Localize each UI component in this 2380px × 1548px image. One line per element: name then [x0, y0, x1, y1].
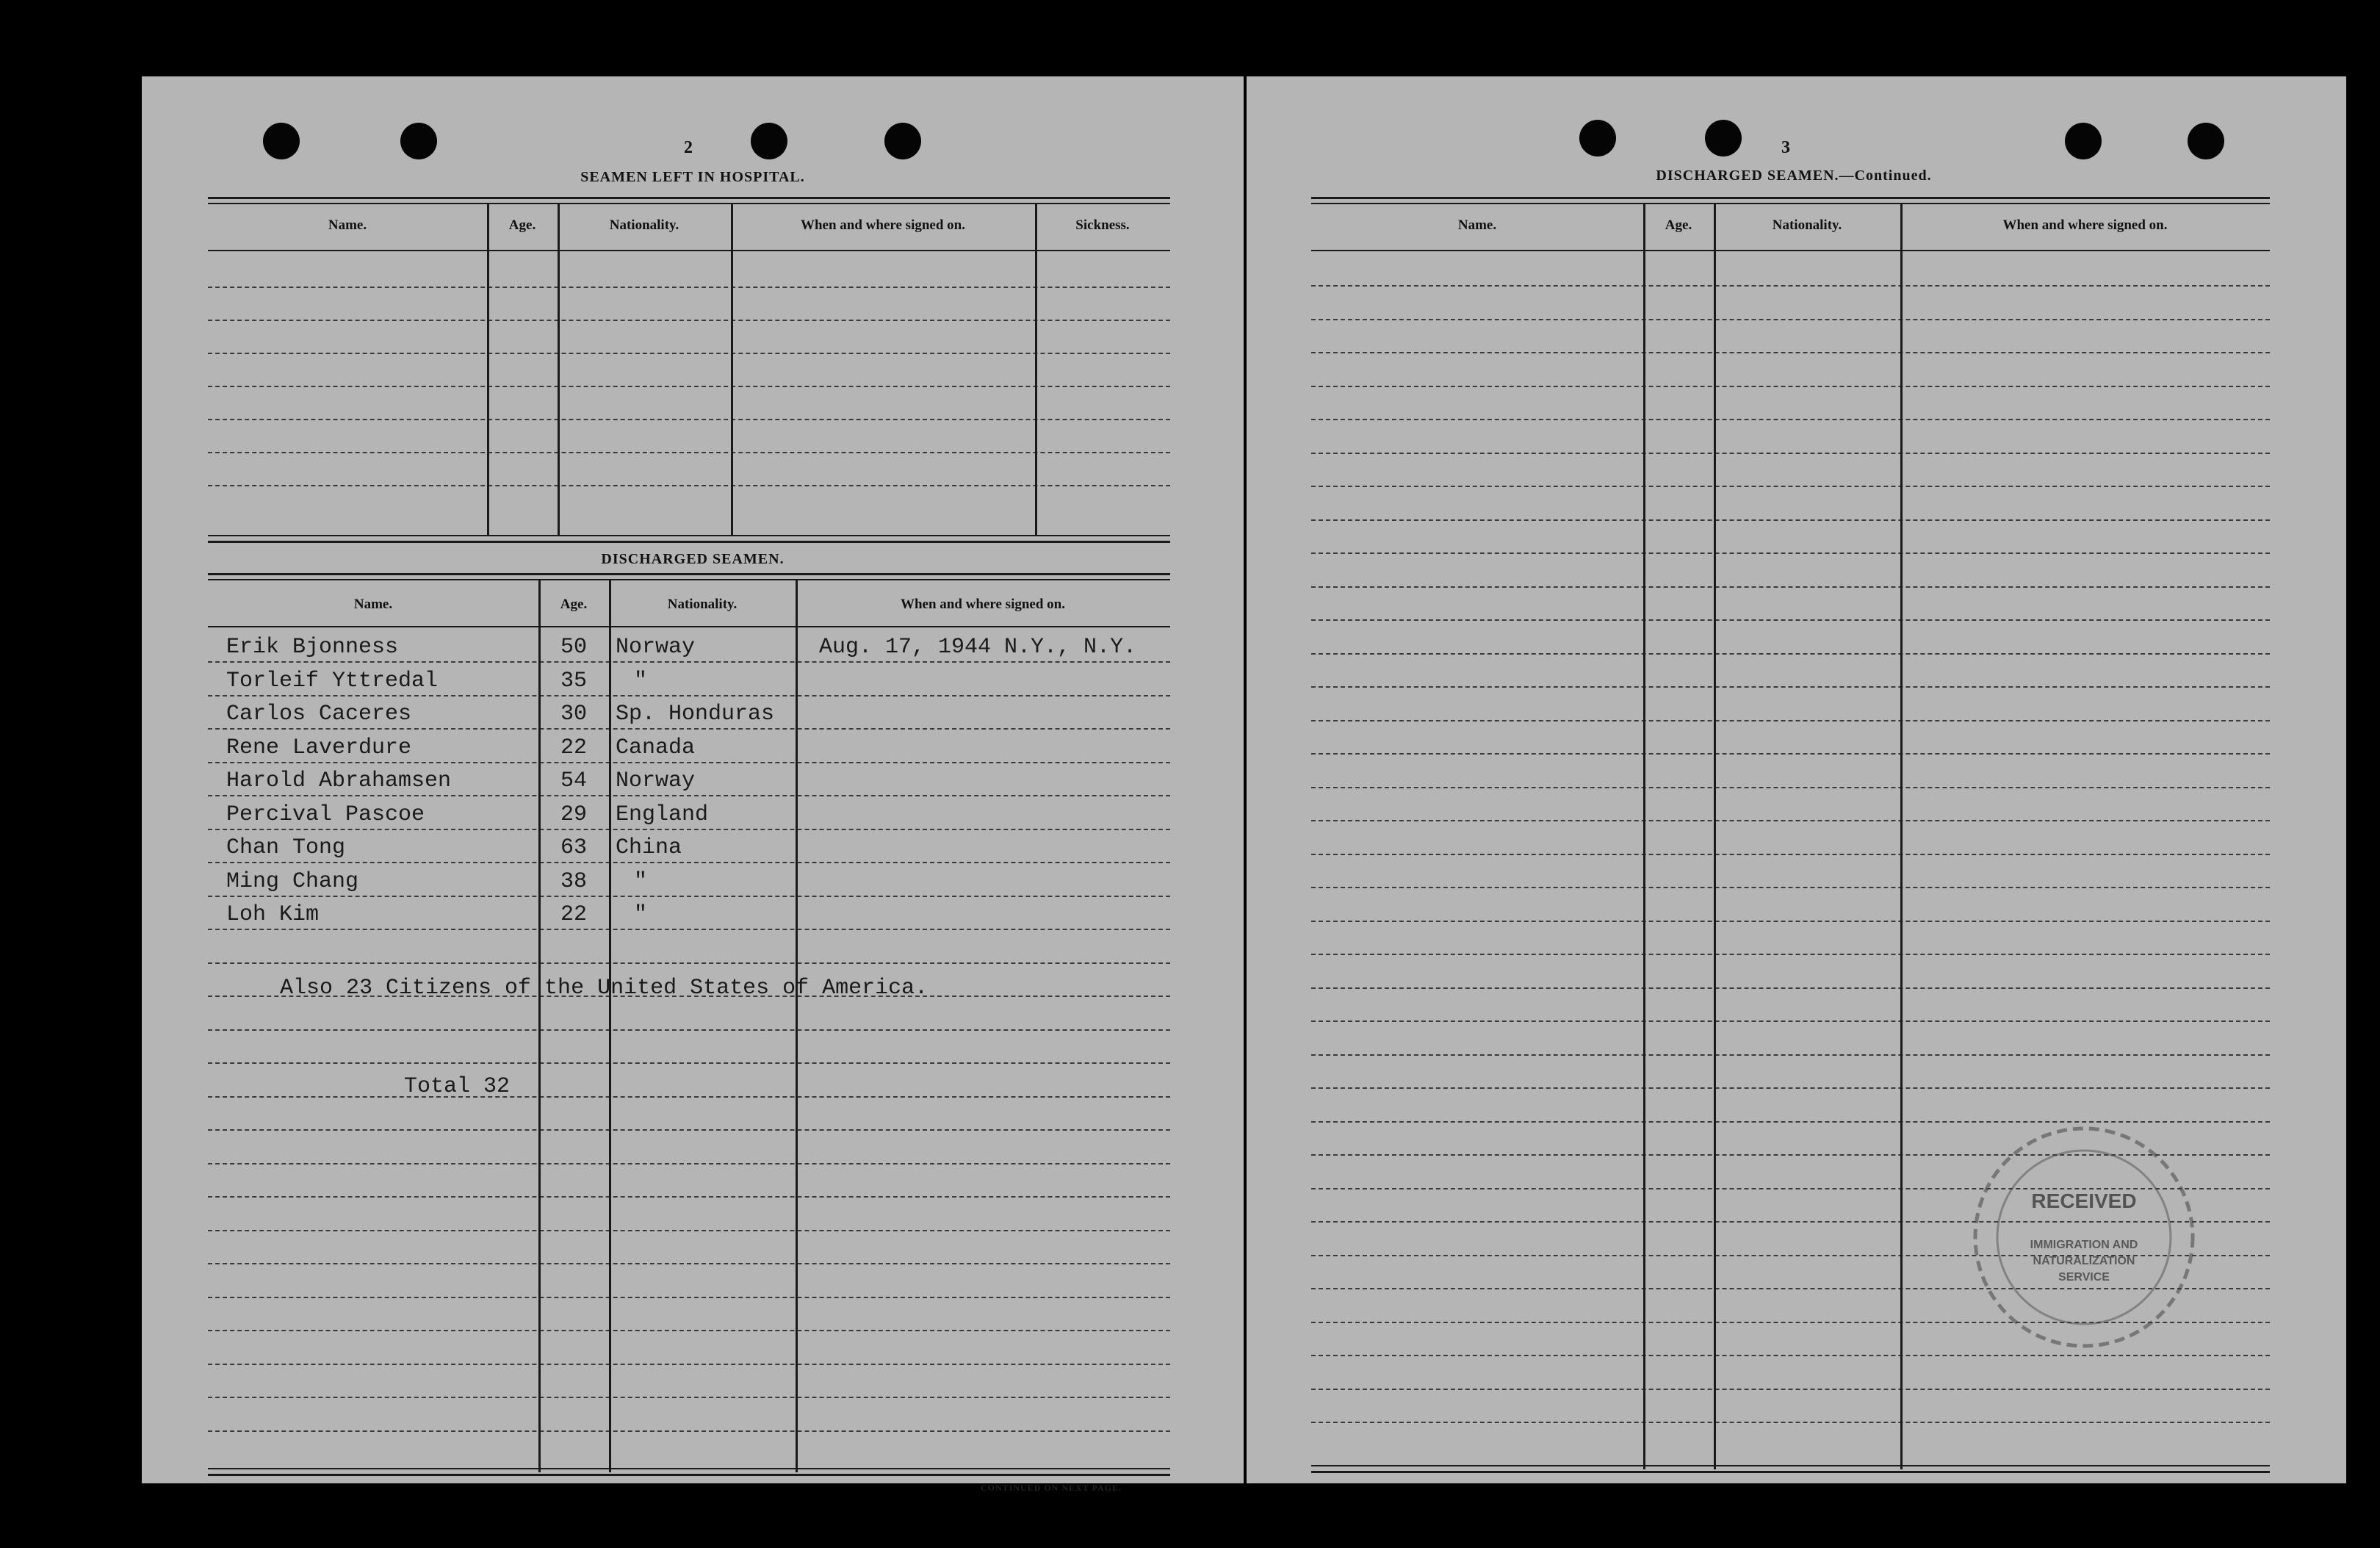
row-line — [208, 829, 1170, 830]
table-rule — [208, 250, 1170, 251]
seaman-nationality: England — [616, 802, 709, 827]
seaman-name: Loh Kim — [226, 902, 320, 927]
table-rule — [1311, 250, 2270, 251]
row-line — [1311, 921, 2270, 922]
table-rule — [208, 197, 1170, 199]
column-header: Name. — [1457, 217, 1497, 233]
table-rule — [208, 203, 1170, 204]
seaman-age: 50 — [560, 635, 588, 660]
row-line — [1311, 552, 2270, 554]
row-line — [208, 695, 1170, 696]
discharged-continued-title: DISCHARGED SEAMEN.—Continued. — [1656, 168, 1932, 184]
punch-hole — [2065, 123, 2102, 159]
row-line — [208, 1397, 1170, 1398]
row-line — [1311, 285, 2270, 287]
row-line — [1311, 653, 2270, 655]
column-header: Age. — [1665, 217, 1692, 233]
row-line — [208, 1096, 1170, 1098]
row-line — [1311, 1355, 2270, 1356]
punch-hole — [2188, 123, 2224, 159]
row-line — [208, 1330, 1170, 1331]
column-header: Name. — [353, 597, 393, 612]
stamp-line: IMMIGRATION AND — [2030, 1239, 2138, 1251]
column-header: When and where signed on. — [800, 217, 965, 233]
seaman-name: Rene Laverdure — [226, 735, 412, 760]
row-line — [1311, 419, 2270, 420]
row-line — [208, 728, 1170, 730]
row-line — [1311, 1020, 2270, 1022]
row-line — [208, 287, 1170, 288]
row-line — [1311, 519, 2270, 521]
row-line — [208, 452, 1170, 453]
column-divider — [487, 203, 489, 535]
seaman-age: 29 — [560, 802, 588, 827]
row-line — [1311, 820, 2270, 821]
table-rule — [208, 1468, 1170, 1469]
row-line — [1311, 386, 2270, 387]
row-line — [1311, 319, 2270, 320]
column-divider — [538, 579, 541, 1472]
row-line — [1311, 720, 2270, 721]
row-line — [1311, 787, 2270, 788]
table-rule — [1311, 1471, 2270, 1473]
column-divider — [558, 203, 560, 535]
row-line — [208, 485, 1170, 486]
row-line — [208, 1430, 1170, 1432]
table-rule — [1311, 1465, 2270, 1466]
punch-hole — [1705, 120, 1742, 156]
row-line — [208, 896, 1170, 897]
row-line — [1311, 954, 2270, 955]
row-line — [208, 1263, 1170, 1264]
seaman-age: 22 — [560, 735, 588, 760]
seaman-name: Percival Pascoe — [226, 802, 425, 827]
citizens-note: Also 23 Citizens of the United States of America. — [280, 976, 928, 1001]
table-rule — [1311, 203, 2270, 204]
row-line — [208, 1163, 1170, 1164]
seaman-nationality: Sp. Honduras — [616, 702, 775, 727]
table-rule — [208, 535, 1170, 536]
row-line — [208, 386, 1170, 387]
row-line — [208, 353, 1170, 354]
seaman-nationality: " — [634, 668, 648, 694]
seaman-name: Carlos Caceres — [226, 702, 412, 727]
stamp-line: NATURALIZATION — [2033, 1255, 2135, 1267]
column-header: Nationality. — [609, 217, 679, 233]
punch-hole — [400, 123, 437, 159]
row-line — [1311, 686, 2270, 688]
row-line — [208, 1297, 1170, 1298]
column-header: Nationality. — [1772, 217, 1842, 233]
seaman-nationality: Norway — [616, 635, 696, 660]
left-page — [142, 76, 1244, 1493]
seaman-name: Erik Bjonness — [226, 635, 399, 660]
column-divider — [1900, 203, 1903, 1469]
page-number: 2 — [684, 138, 693, 157]
punch-hole — [1579, 120, 1616, 156]
seaman-nationality: Norway — [616, 768, 696, 793]
column-header: When and where signed on. — [900, 597, 1065, 612]
row-line — [1311, 887, 2270, 888]
seaman-age: 54 — [560, 768, 588, 793]
column-divider — [731, 203, 733, 535]
table-rule — [208, 626, 1170, 627]
row-line — [1311, 1087, 2270, 1089]
column-header: Sickness. — [1075, 217, 1130, 233]
row-line — [1311, 486, 2270, 487]
table-rule — [1311, 197, 2270, 199]
seaman-name: Torleif Yttredal — [226, 668, 439, 694]
stamp-received-text: RECEIVED — [2031, 1189, 2137, 1212]
row-line — [208, 1196, 1170, 1198]
discharged-section-title: DISCHARGED SEAMEN. — [601, 551, 785, 567]
table-rule — [208, 541, 1170, 543]
total-count: Total 32 — [404, 1074, 511, 1099]
row-line — [1311, 1389, 2270, 1390]
seaman-age: 30 — [560, 702, 588, 727]
row-line — [1311, 352, 2270, 353]
punch-hole — [263, 123, 300, 159]
seaman-nationality: China — [616, 835, 682, 860]
row-line — [208, 1364, 1170, 1365]
row-line — [208, 320, 1170, 321]
row-line — [208, 1129, 1170, 1131]
column-divider — [1714, 203, 1716, 1469]
right-page — [1247, 76, 2346, 1483]
punch-hole — [884, 123, 921, 159]
row-line — [1311, 1422, 2270, 1423]
row-line — [1311, 854, 2270, 855]
row-line — [208, 1062, 1170, 1064]
column-divider — [796, 579, 798, 1472]
hospital-section-title: SEAMEN LEFT IN HOSPITAL. — [580, 169, 805, 185]
continued-note: CONTINUED ON NEXT PAGE. — [981, 1483, 1122, 1493]
row-line — [208, 962, 1170, 964]
table-rule — [208, 579, 1170, 580]
seaman-age: 35 — [560, 668, 588, 694]
seaman-nationality: " — [634, 902, 648, 927]
row-line — [208, 795, 1170, 796]
column-header: Name. — [328, 217, 367, 233]
seaman-age: 38 — [560, 868, 588, 894]
column-header: Age. — [508, 217, 536, 233]
seaman-age: 22 — [560, 902, 588, 927]
column-divider — [1643, 203, 1645, 1469]
column-header: When and where signed on. — [2002, 217, 2168, 233]
row-line — [1311, 619, 2270, 621]
seaman-signed-on: Aug. 17, 1944 N.Y., N.Y. — [819, 635, 1137, 660]
row-line — [1311, 987, 2270, 989]
row-line — [208, 661, 1170, 663]
row-line — [1311, 753, 2270, 755]
table-rule — [208, 1474, 1170, 1476]
seaman-nationality: " — [634, 868, 648, 894]
row-line — [208, 762, 1170, 763]
page-number: 3 — [1781, 138, 1790, 157]
seaman-name: Ming Chang — [226, 868, 359, 894]
column-header: Nationality. — [667, 597, 738, 612]
seaman-name: Harold Abrahamsen — [226, 768, 452, 793]
seaman-name: Chan Tong — [226, 835, 346, 860]
row-line — [208, 929, 1170, 930]
row-line — [208, 419, 1170, 420]
table-rule — [208, 573, 1170, 575]
received-stamp — [1966, 1120, 2202, 1355]
stamp-line: SERVICE — [2058, 1271, 2110, 1284]
column-divider — [609, 579, 611, 1472]
row-line — [208, 1230, 1170, 1231]
punch-hole — [751, 123, 787, 159]
seaman-nationality: Canada — [616, 735, 696, 760]
row-line — [1311, 586, 2270, 588]
column-divider — [1035, 203, 1037, 535]
row-line — [208, 1029, 1170, 1031]
row-line — [1311, 1054, 2270, 1056]
column-header: Age. — [560, 597, 588, 612]
seaman-age: 63 — [560, 835, 588, 860]
row-line — [1311, 453, 2270, 454]
row-line — [208, 862, 1170, 863]
